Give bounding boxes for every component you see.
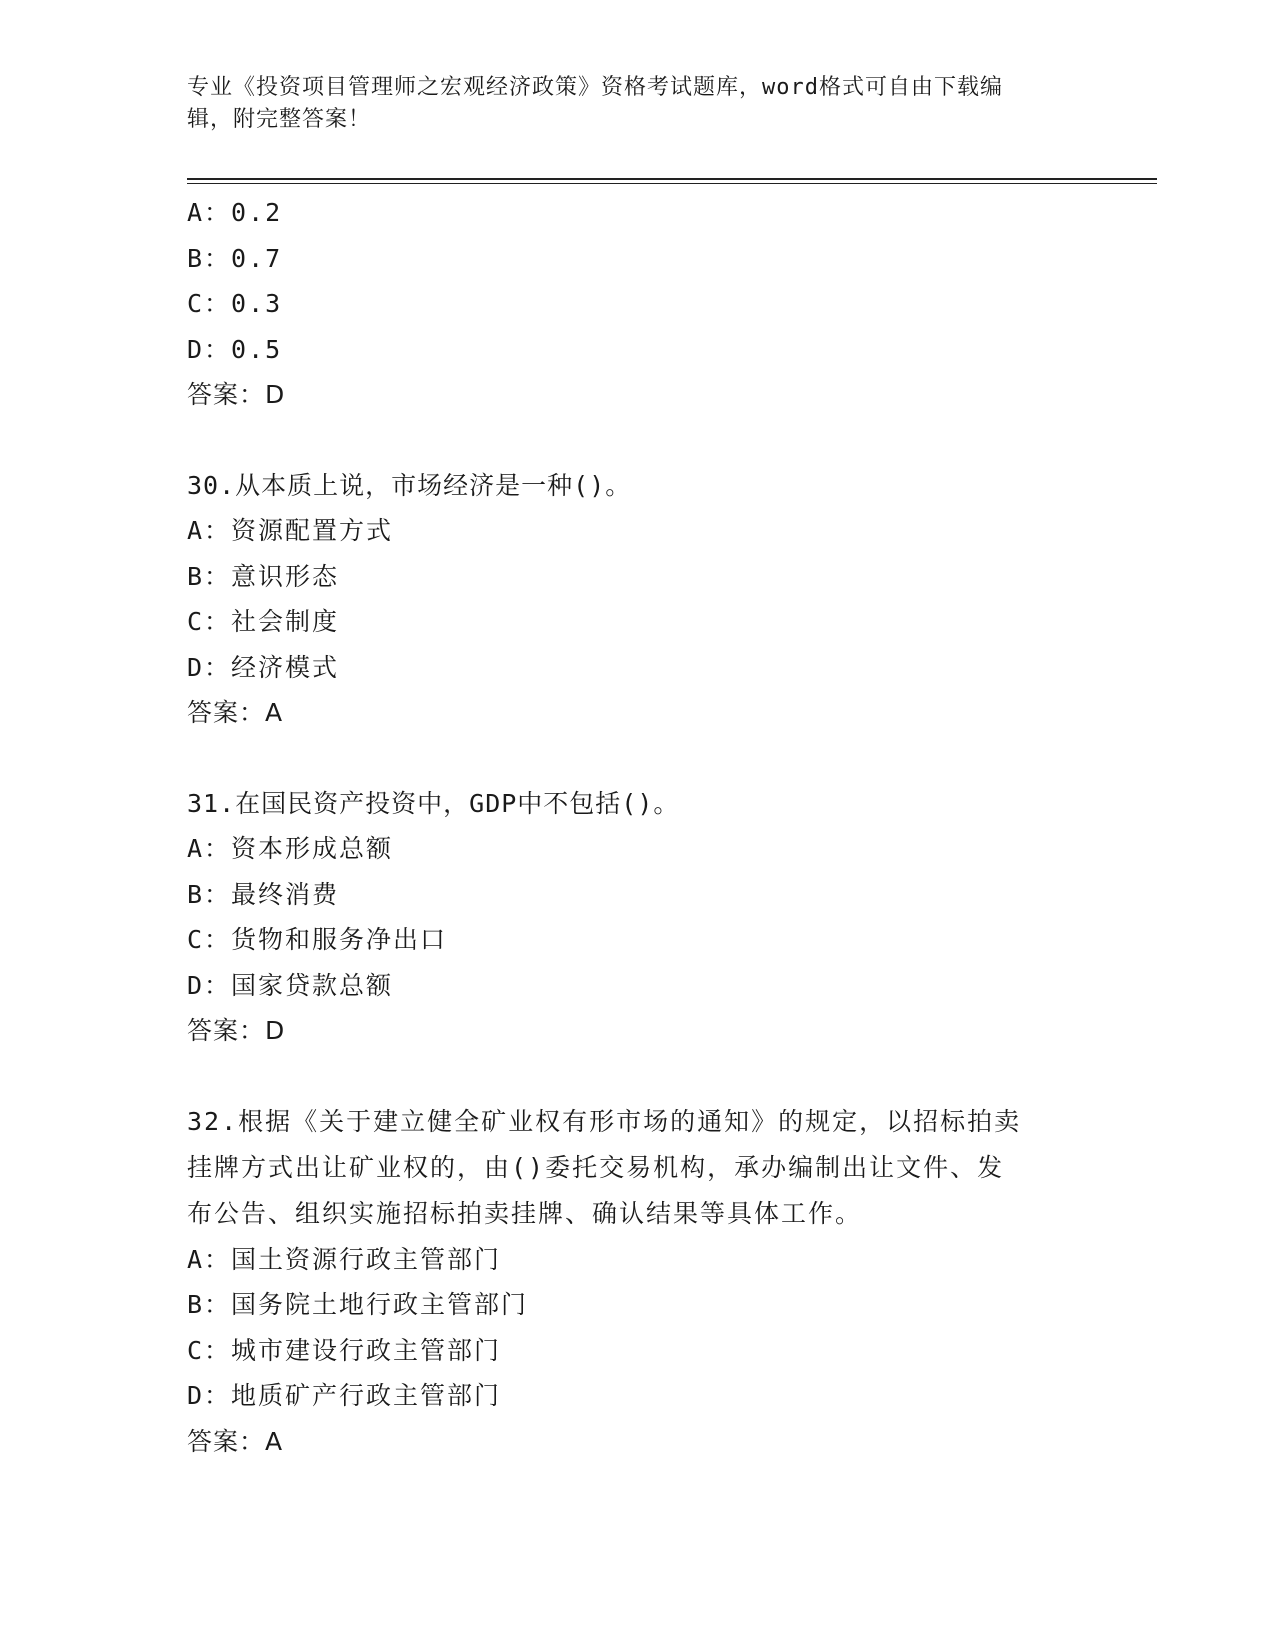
option-d: D：国家贷款总额: [187, 970, 394, 1000]
option-d: D：经济模式: [187, 652, 340, 682]
option-c: C：货物和服务净出口: [187, 925, 448, 954]
option-c: C：0.3: [187, 289, 283, 318]
answer: 答案：D: [187, 380, 286, 409]
document-page: [187, 72, 1157, 1464]
question-30: [187, 463, 1157, 736]
option-b: B：意识形态: [187, 561, 340, 591]
question-stem-line: 32.根据《关于建立健全矿业权有形市场的通知》的规定，以招标拍卖: [187, 1106, 1022, 1136]
question-29: [187, 190, 1157, 418]
option-c: C：社会制度: [187, 607, 340, 636]
option-c: C：城市建设行政主管部门: [187, 1335, 502, 1365]
answer: 答案：A: [187, 1426, 284, 1456]
header-line-1: 专业《投资项目管理师之宏观经济政策》资格考试题库，word格式可自由下载编: [187, 75, 1003, 100]
header-line-2: 辑，附完整答案！: [187, 107, 372, 132]
option-b: B：国务院土地行政主管部门: [187, 1290, 529, 1319]
option-a: A：0.2: [187, 198, 283, 227]
question-32: [187, 1099, 1157, 1465]
question-stem: [187, 1099, 1157, 1237]
question-31: [187, 781, 1157, 1054]
answer: 答案：A: [187, 698, 284, 727]
answer: 答案：D: [187, 1016, 286, 1045]
question-stem-line: 布公告、组织实施招标拍卖挂牌、确认结果等具体工作。: [187, 1198, 863, 1228]
option-b: B：最终消费: [187, 879, 340, 909]
option-d: D：地质矿产行政主管部门: [187, 1381, 502, 1410]
option-d: D：0.5: [187, 334, 283, 364]
option-b: B：0.7: [187, 243, 283, 273]
header-divider: [187, 178, 1157, 184]
option-a: A：资源配置方式: [187, 516, 394, 545]
option-a: A：资本形成总额: [187, 834, 394, 863]
question-stem-line: 挂牌方式出让矿业权的，由()委托交易机构，承办编制出让文件、发: [187, 1152, 1005, 1182]
document-header: [187, 72, 1157, 136]
question-list: [187, 190, 1157, 1464]
option-a: A：国土资源行政主管部门: [187, 1244, 502, 1274]
question-stem: 31.在国民资产投资中，GDP中不包括()。: [187, 788, 680, 818]
question-stem: 30.从本质上说，市场经济是一种()。: [187, 470, 632, 500]
